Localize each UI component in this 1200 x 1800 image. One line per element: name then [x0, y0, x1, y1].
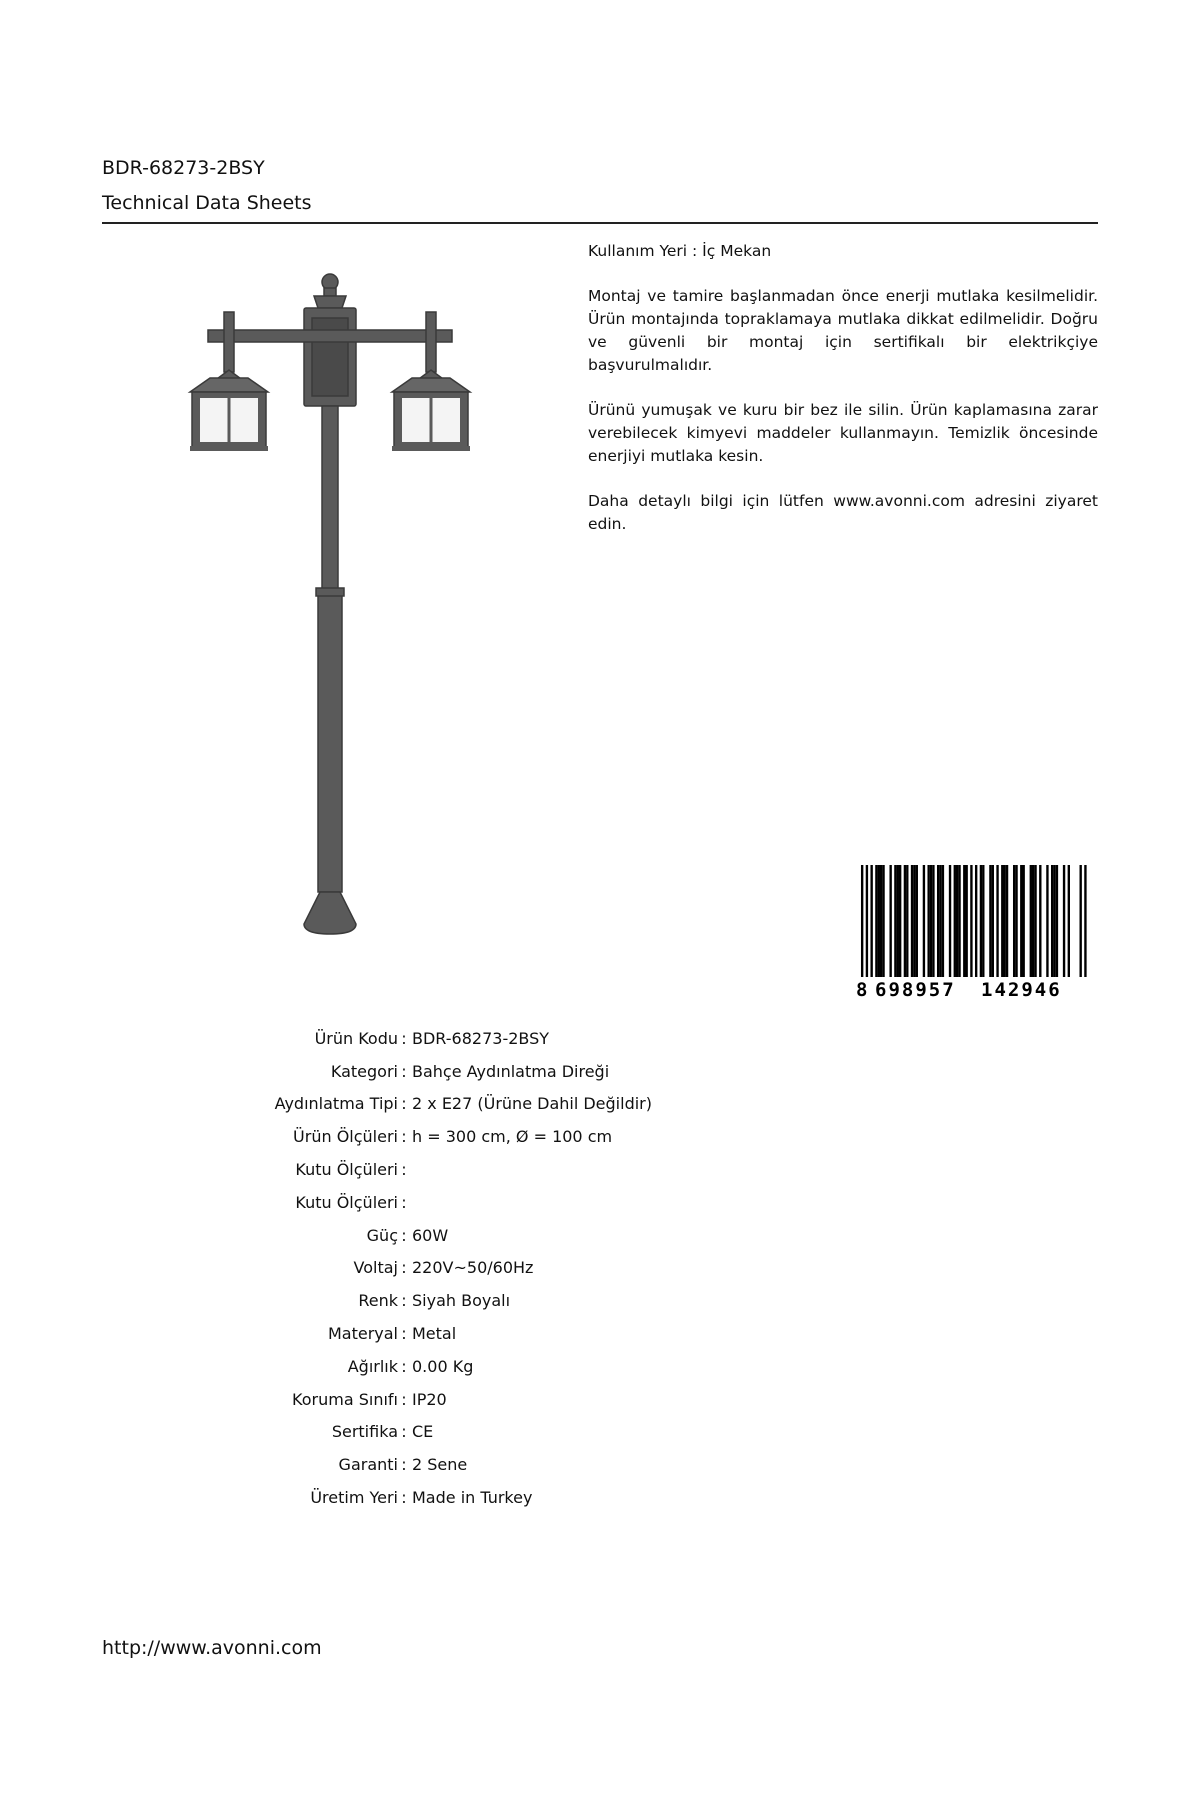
spec-label: Aydınlatma Tipi [274, 1094, 398, 1114]
spec-row [200, 1022, 800, 1055]
barcode-bar [870, 865, 872, 977]
spec-separator: : [401, 1160, 407, 1180]
document-subtitle: Technical Data Sheets [102, 192, 312, 214]
barcode-bar [1022, 865, 1024, 977]
spec-value: 220V~50/60Hz [412, 1258, 534, 1278]
barcode-bar [1013, 865, 1015, 977]
usage-line: Kullanım Yeri : İç Mekan [588, 242, 772, 260]
spec-value: BDR-68273-2BSY [412, 1028, 550, 1048]
spec-label: Ürün Kodu [314, 1028, 398, 1048]
spec-value: 2 Sene [412, 1455, 468, 1475]
barcode-bar [904, 865, 906, 977]
barcode-bar [1006, 865, 1008, 977]
barcode-bar [1001, 865, 1003, 977]
spec-separator: : [401, 1291, 407, 1311]
spec-row [200, 1350, 800, 1383]
ean13-barcode [858, 865, 1098, 1000]
specification-table [200, 1022, 800, 1514]
barcode-bar [954, 865, 956, 977]
product-code-title: BDR-68273-2BSY [102, 157, 265, 179]
spec-label: Kategori [330, 1061, 398, 1081]
spec-row [200, 1284, 800, 1317]
spec-row [200, 1317, 800, 1350]
barcode-bar [1063, 865, 1065, 977]
spec-row [200, 1055, 800, 1088]
spec-separator: : [401, 1455, 407, 1475]
spec-separator: : [401, 1258, 407, 1278]
spec-value: h = 300 cm, Ø = 100 cm [412, 1127, 613, 1147]
barcode-bar [889, 865, 891, 977]
spec-value: 0.00 Kg [412, 1356, 474, 1376]
barcode-bar [882, 865, 884, 977]
spec-separator: : [401, 1389, 407, 1409]
spec-value: CE [412, 1422, 434, 1442]
garden-lamp-post-image [180, 272, 480, 942]
barcode-bar [1020, 865, 1022, 977]
spec-separator: : [401, 1324, 407, 1344]
spec-separator: : [401, 1061, 407, 1081]
spec-label: Voltaj [353, 1258, 398, 1278]
left-lantern-icon [190, 370, 268, 451]
barcode-bar [878, 865, 880, 977]
spec-value: Made in Turkey [412, 1488, 533, 1508]
barcode-bar [1053, 865, 1055, 977]
barcode-bar [911, 865, 913, 977]
barcode-bar [1039, 865, 1041, 977]
spec-row [200, 1481, 800, 1514]
barcode-bar [949, 865, 951, 977]
barcode-first-digit: 8 [856, 979, 868, 1001]
header-divider [102, 222, 1098, 224]
cleaning-paragraph: Ürünü yumuşak ve kuru bir bez ile silin. Ürün kaplamasına zarar verebilecek kimyevi maddeler kullanmayın. Temizlik öncesinde enerjiyi mutlaka kesin. [588, 401, 1098, 465]
barcode-bar [930, 865, 932, 977]
spec-row [200, 1219, 800, 1252]
barcode-bar [932, 865, 934, 977]
spec-value: Siyah Boyalı [412, 1291, 511, 1311]
spec-row [200, 1383, 800, 1416]
barcode-bar [897, 865, 899, 977]
barcode-bar [992, 865, 994, 977]
spec-separator: : [401, 1488, 407, 1508]
spec-separator: : [401, 1192, 407, 1212]
spec-separator: : [401, 1422, 407, 1442]
barcode-bar [996, 865, 998, 977]
barcode-bar [937, 865, 939, 977]
spec-label: Koruma Sınıfı [292, 1389, 398, 1409]
barcode-bar [927, 865, 929, 977]
barcode-bar [1032, 865, 1034, 977]
barcode-bar [963, 865, 965, 977]
spec-row [200, 1088, 800, 1121]
barcode-bar [906, 865, 908, 977]
barcode-bar [1051, 865, 1053, 977]
safety-paragraph: Montaj ve tamire başlanmadan önce enerji mutlaka kesilmelidir. Ürün montajında topraklamaya mutlaka dikkat edilmelidir. Doğru ve güvenli bir montaj için sertifikalı bir elektrikçiye başvurulmalıdır. [588, 287, 1098, 374]
barcode-bar [1056, 865, 1058, 977]
barcode-bar [880, 865, 882, 977]
spec-separator: : [401, 1225, 407, 1245]
spec-label: Kutu Ölçüleri [295, 1192, 398, 1212]
spec-value: 2 x E27 (Ürüne Dahil Değildir) [412, 1094, 652, 1114]
info-block [588, 240, 1098, 558]
barcode-bar [1003, 865, 1005, 977]
spec-label: Kutu Ölçüleri [295, 1160, 398, 1180]
barcode-bar [1068, 865, 1070, 977]
spec-label: Renk [358, 1291, 398, 1311]
spec-row [200, 1448, 800, 1481]
spec-label: Materyal [327, 1324, 398, 1344]
spec-separator: : [401, 1356, 407, 1376]
spec-label: Güç [366, 1225, 398, 1245]
barcode-bar [939, 865, 941, 977]
barcode-bar [1034, 865, 1036, 977]
spec-value: 60W [412, 1225, 449, 1245]
barcode-bar [956, 865, 958, 977]
barcode-left-digits: 698957 [875, 979, 956, 1001]
spec-value: Bahçe Aydınlatma Direği [412, 1061, 610, 1081]
barcode-bar [894, 865, 896, 977]
spec-row [200, 1153, 800, 1186]
footer-website-link[interactable]: http://www.avonni.com [102, 1637, 322, 1659]
right-lantern-icon [392, 370, 470, 451]
spec-value: IP20 [412, 1389, 447, 1409]
barcode-bar [913, 865, 915, 977]
spec-separator: : [401, 1094, 407, 1114]
spec-row [200, 1252, 800, 1285]
spec-label: Garanti [338, 1455, 398, 1475]
barcode-bar [942, 865, 944, 977]
barcode-bar [1030, 865, 1032, 977]
barcode-bar [965, 865, 967, 977]
spec-row [200, 1186, 800, 1219]
barcode-bar [1046, 865, 1048, 977]
barcode-bar [875, 865, 877, 977]
barcode-bar [916, 865, 918, 977]
spec-label: Ağırlık [347, 1356, 398, 1376]
barcode-bar [1015, 865, 1017, 977]
barcode-bar [980, 865, 982, 977]
spec-label: Sertifika [331, 1422, 398, 1442]
spec-separator: : [401, 1127, 407, 1147]
spec-separator: : [401, 1028, 407, 1048]
spec-row [200, 1120, 800, 1153]
spec-row [200, 1416, 800, 1449]
barcode-bar [923, 865, 925, 977]
spec-value: Metal [412, 1324, 457, 1344]
barcode-right-digits: 142946 [981, 979, 1062, 1001]
spec-label: Üretim Yeri [310, 1488, 398, 1508]
barcode-bar [958, 865, 960, 977]
barcode-bar [899, 865, 901, 977]
barcode-bar [989, 865, 991, 977]
spec-label: Ürün Ölçüleri [293, 1127, 398, 1147]
website-paragraph: Daha detaylı bilgi için lütfen www.avonni.com adresini ziyaret edin. [588, 492, 1098, 533]
barcode-bar [982, 865, 984, 977]
